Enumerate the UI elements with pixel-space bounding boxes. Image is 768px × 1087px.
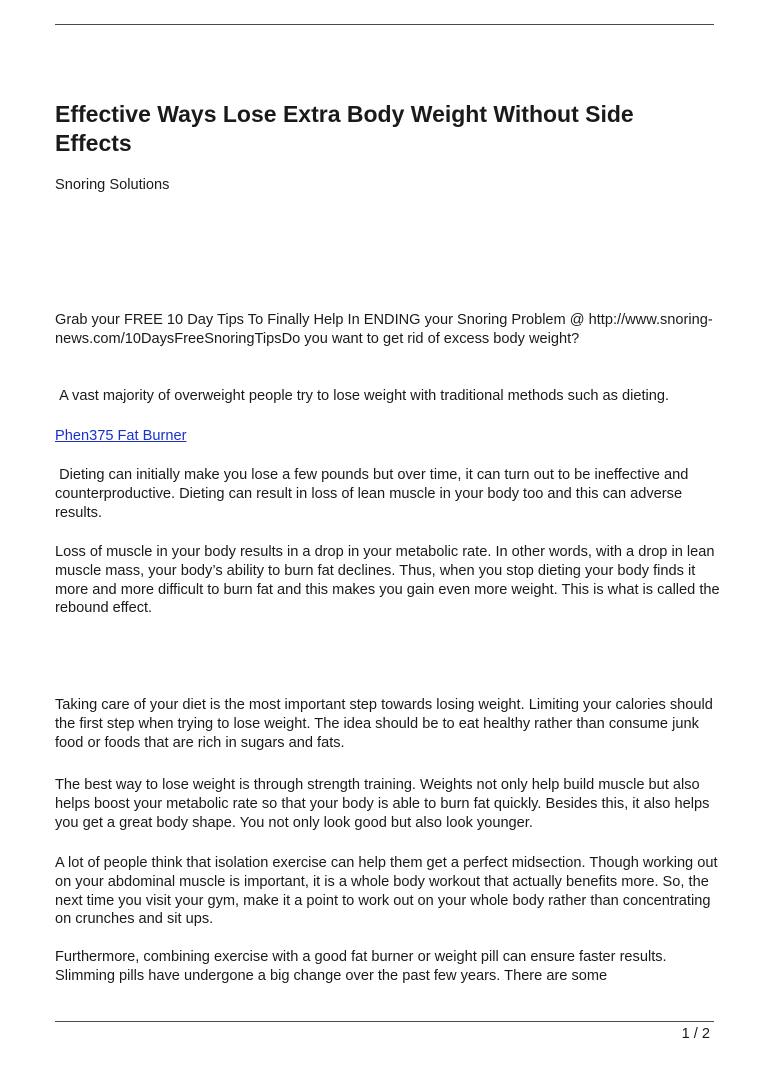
paragraph-muscle-loss: Loss of muscle in your body results in a drop in your metabolic rate. In other words, with a drop in lean muscle mass, your body’s ability to burn fat declines. Thus, when you stop dieting your body finds it more and more difficult to burn fat and this makes you gain even more weight. This is what is called the rebound effect. [55, 544, 720, 617]
paragraph-intro: Grab your FREE 10 Day Tips To Finally Help In ENDING your Snoring Problem @ http://www.snoring-news.com/10DaysFreeSnoringTipsDo you want to get rid of excess body weight? [55, 312, 713, 347]
paragraph-dieting-intro: A vast majority of overweight people try to lose weight with traditional methods such as dieting. [55, 388, 670, 404]
paragraph-isolation-exercise: A lot of people think that isolation exercise can help them get a perfect midsection. Though working out on your abdominal muscle is important, it is a whole body workout that actually benefits more. So, the next time you visit your gym, make it a point to work out on your whole body rather than concentrating on crunches and sit ups. [55, 855, 718, 928]
footer-rule [55, 1021, 714, 1022]
page-number: 1 / 2 [681, 1026, 710, 1042]
phen375-link-wrapper [55, 427, 720, 446]
phen375-link[interactable]: Phen375 Fat Burner [55, 428, 187, 444]
document-subtitle: Snoring Solutions [55, 177, 170, 193]
paragraph-strength-training: The best way to lose weight is through strength training. Weights not only help build muscle but also helps boost your metabolic rate so that your body is able to burn fat quickly. Besides this, it also helps you get a great body shape. You not only look good but also look younger. [55, 777, 710, 831]
paragraph-fat-burner: Furthermore, combining exercise with a good fat burner or weight pill can ensure faster results. Slimming pills have undergone a big change over the past few years. There are some [55, 949, 667, 984]
header-rule [55, 24, 714, 25]
document-title: Effective Ways Lose Extra Body Weight Without Side Effects [55, 101, 634, 156]
paragraph-diet-care: Taking care of your diet is the most important step towards losing weight. Limiting your calories should the first step when trying to lose weight. The idea should be to eat healthy rather than consume junk food or foods that are rich in sugars and fats. [55, 697, 713, 751]
paragraph-dieting-effects: Dieting can initially make you lose a few pounds but over time, it can turn out to be ineffective and counterproductive. Dieting can result in loss of lean muscle in your body too and this can adverse results. [55, 467, 693, 521]
